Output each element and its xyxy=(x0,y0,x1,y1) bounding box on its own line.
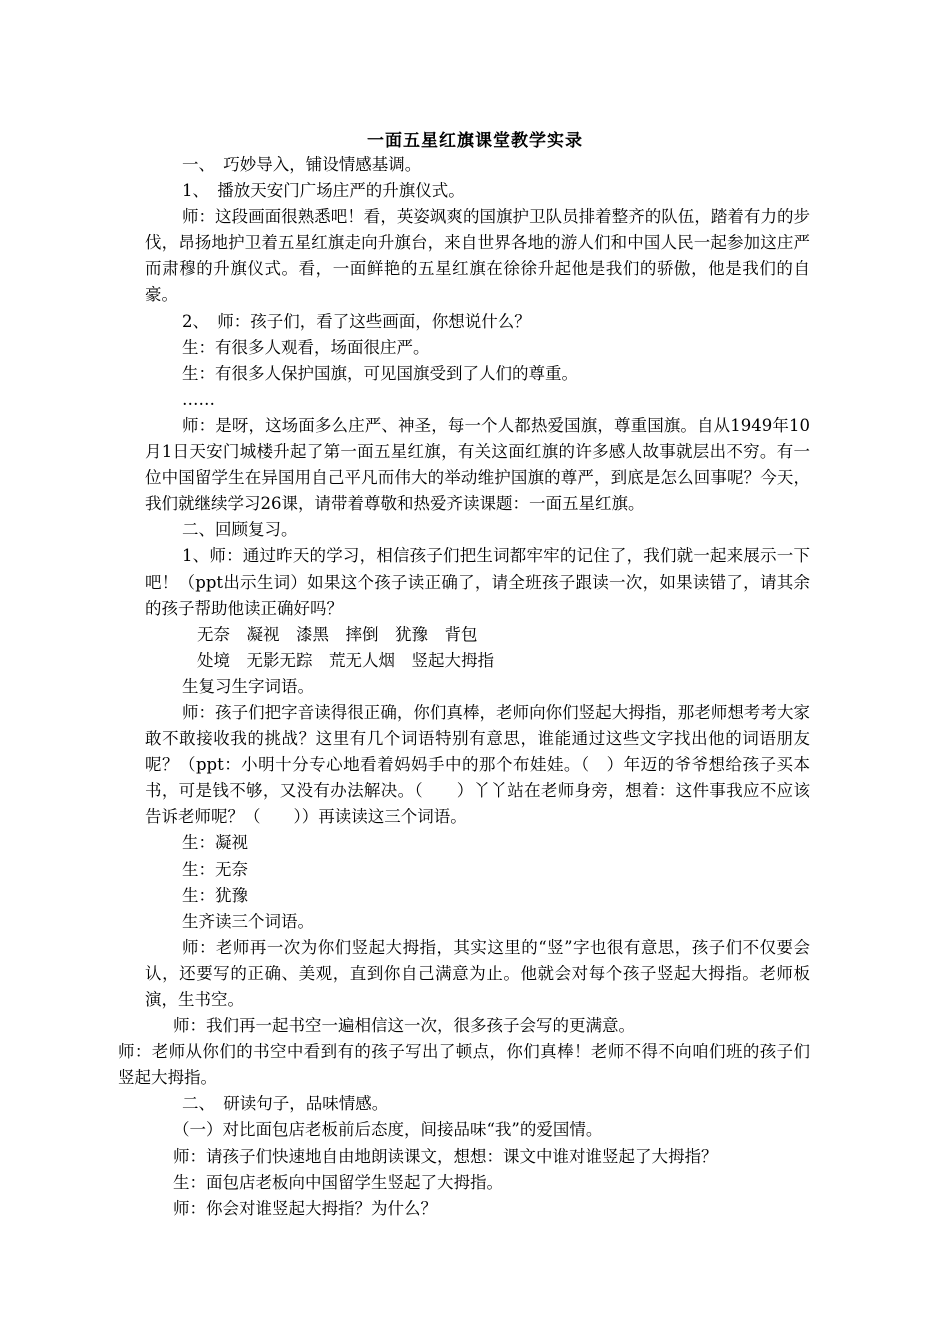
section-heading: 二、回顾复习。 xyxy=(182,520,298,540)
paragraph: 生：面包店老板向中国留学生竖起了大拇指。 xyxy=(173,1172,503,1192)
section-heading: 一、 巧妙导入，铺设情感基调。 xyxy=(182,155,422,174)
paragraph: 师：这段画面很熟悉吧！看，英姿飒爽的国旗护卫队员排着整齐的队伍，踏着有力的步伐，昂扬地护卫着五星红旗走向升旗台，来自世界各地的游人们和中国人民一起参加这庄严而肃穆的升旗仪式。看，一面鲜艳的五星红旗在徐徐升起他是我们的骄傲，他是我们的自豪。 xyxy=(145,207,810,305)
paragraph: 师：是呀，这场面多么庄严、神圣，每一个人都热爱国旗，尊重国旗。自从1949年10月1日天安门城楼升起了第一面五星红旗，有关这面红旗的许多感人故事就层出不穷。有一位中国留学生在异国用自己平凡而伟大的举动维护国旗的尊严，到底是怎么回事呢？今天，我们就继续学习26课，请带着尊敬和热爱齐读课题：一面五星红旗。 xyxy=(145,415,810,514)
paragraph: 生：无奈 xyxy=(182,859,248,879)
paragraph: 师：老师再一次为你们竖起大拇指，其实这里的“竖”字也很有意思，孩子们不仅要会认，还要写的正确、美观，直到你自己满意为止。他就会对每个孩子竖起大拇指。老师板演，生书空。 xyxy=(145,937,810,1009)
paragraph: 师：你会对谁竖起大拇指？为什么？ xyxy=(173,1198,437,1218)
vocabulary-row: 处境 无影无踪 荒无人烟 竖起大拇指 xyxy=(197,650,494,670)
ellipsis: …… xyxy=(182,389,215,409)
section-heading: 二、 研读句子，品味情感。 xyxy=(182,1094,389,1114)
paragraph: 1、师：通过昨天的学习，相信孩子们把生词都牢牢的记住了，我们就一起来展示一下吧！（ppt出示生词）如果这个孩子读正确了，请全班孩子跟读一次，如果读错了，请其余的孩子帮助他读正确好吗？ xyxy=(145,546,810,618)
document-title: 一面五星红旗课堂教学实录 xyxy=(367,131,583,151)
paragraph: 生：凝视 xyxy=(182,833,248,853)
document-body xyxy=(118,152,810,1222)
paragraph: 2、 师：孩子们，看了这些画面，你想说什么？ xyxy=(182,311,531,331)
paragraph: 师：老师从你们的书空中看到有的孩子写出了顿点，你们真棒！老师不得不向咱们班的孩子们竖起大拇指。 xyxy=(118,1042,810,1088)
paragraph: （一）对比面包店老板前后态度，间接品味“我”的爱国情。 xyxy=(173,1120,603,1140)
paragraph: 1、 播放天安门广场庄严的升旗仪式。 xyxy=(182,181,465,201)
paragraph: 生齐读三个词语。 xyxy=(182,911,314,931)
paragraph: 生：有很多人观看，场面很庄严。 xyxy=(182,337,430,357)
paragraph: 师：我们再一起书空一遍相信这一次，很多孩子会写的更满意。 xyxy=(173,1016,635,1036)
paragraph: 生：有很多人保护国旗，可见国旗受到了人们的尊重。 xyxy=(182,363,578,383)
paragraph: 师：请孩子们快速地自由地朗读课文，想想：课文中谁对谁竖起了大拇指？ xyxy=(173,1146,718,1166)
paragraph: 生复习生字词语。 xyxy=(182,676,314,696)
paragraph: 生：犹豫 xyxy=(182,885,248,905)
vocabulary-row: 无奈 凝视 漆黑 摔倒 犹豫 背包 xyxy=(197,624,478,644)
paragraph: 师：孩子们把字音读得很正确，你们真棒，老师向你们竖起大拇指，那老师想考考大家敢不敢接收我的挑战？这里有几个词语特别有意思，谁能通过这些文字找出他的词语朋友呢？（ppt：小明十分专心地看着妈妈手中的那个布娃娃。（ ）年迈的爷爷想给孩子买本书，可是钱不够，又没有办法解决。（ ）丫丫站在老师身旁，想着：这件事我应不应该告诉老师呢？（ ））再读读这三个词语。 xyxy=(145,702,810,827)
